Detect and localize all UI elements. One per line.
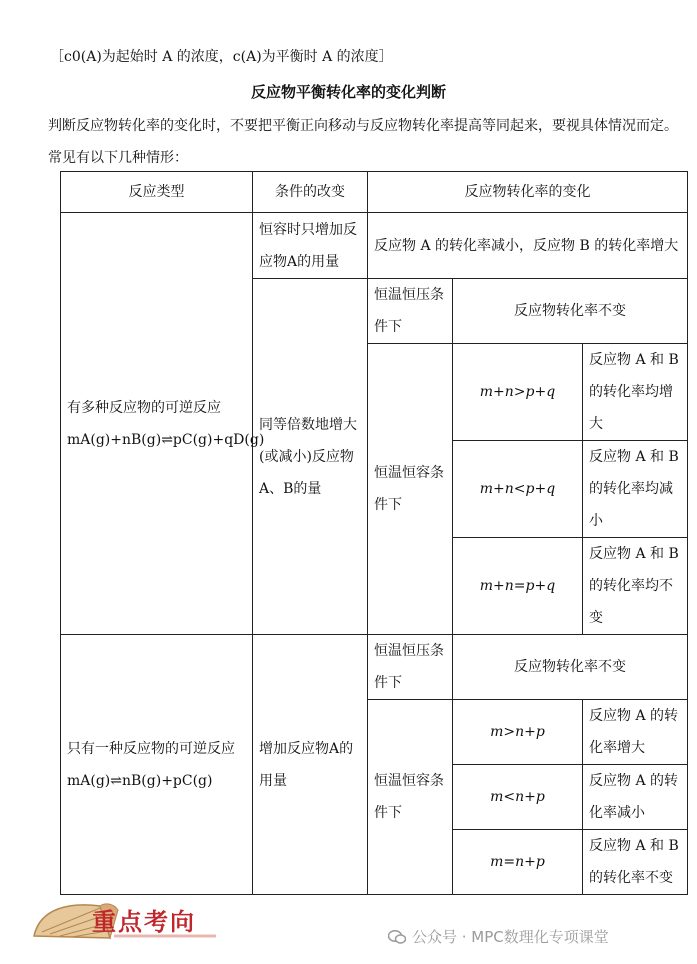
intro-paragraph-2: 常见有以下几种情形： <box>48 150 188 166</box>
wechat-icon <box>388 930 406 944</box>
condition-sum-equal: m+n=p+q <box>453 538 583 635</box>
result-m-greater: 反应物 A 的转化率增大 <box>583 700 688 765</box>
condition-add-a: 增加反应物A的用量 <box>253 635 368 895</box>
condition-only-a: 恒容时只增加反应物A的用量 <box>253 213 368 279</box>
reaction-type-label: 只有一种反应物的可逆反应 <box>67 740 235 757</box>
conversion-table <box>60 171 688 895</box>
wechat-watermark <box>388 926 609 947</box>
result-m-equal: 反应物 A 和 B 的转化率不变 <box>583 830 688 895</box>
result-sum-greater: 反应物 A 和 B 的转化率均增大 <box>583 344 688 441</box>
result-sum-less: 反应物 A 和 B 的转化率均减小 <box>583 441 688 538</box>
section-title: 反应物平衡转化率的变化判断 <box>250 83 446 101</box>
condition-m-equal: m=n+p <box>453 830 583 895</box>
reaction-type-multi <box>61 213 265 635</box>
const-pressure-label: 恒温恒压条件下 <box>368 635 453 700</box>
const-pressure-result: 反应物转化率不变 <box>453 279 688 344</box>
condition-sum-greater: m+n>p+q <box>453 344 583 441</box>
const-volume-label: 恒温恒容条件下 <box>368 700 453 895</box>
header-reaction-type: 反应类型 <box>61 172 253 213</box>
reaction-type-label: 有多种反应物的可逆反应 <box>67 399 221 416</box>
concentration-note: ［c0(A)为起始时 A 的浓度，c(A)为平衡时 A 的浓度］ <box>50 49 393 65</box>
condition-m-greater: m>n+p <box>453 700 583 765</box>
result-sum-equal: 反应物 A 和 B 的转化率均不变 <box>583 538 688 635</box>
header-condition: 条件的改变 <box>253 172 368 213</box>
table-row <box>61 635 688 700</box>
result-only-a: 反应物 A 的转化率减小，反应物 B 的转化率增大 <box>368 213 688 279</box>
table-row <box>61 213 688 279</box>
condition-sum-less: m+n<p+q <box>453 441 583 538</box>
result-m-less: 反应物 A 的转化率减小 <box>583 765 688 830</box>
reaction-type-single <box>61 635 253 895</box>
const-pressure-result: 反应物转化率不变 <box>453 635 688 700</box>
footer <box>0 890 697 964</box>
const-volume-label: 恒温恒容条件下 <box>368 344 453 635</box>
badge-label: 重点考向 <box>92 908 196 936</box>
table-header-row <box>61 172 688 213</box>
wechat-account: 公众号 · MPC数理化专项课堂 <box>412 928 609 946</box>
intro-paragraph: 判断反应物转化率的变化时，不要把平衡正向移动与反应物转化率提高等同起来，要视具体情况而定。 <box>48 118 678 134</box>
header-conversion-change: 反应物转化率的变化 <box>368 172 688 213</box>
reaction-equation: mA(g)⇌nB(g)+pC(g) <box>67 772 213 789</box>
reaction-equation: mA(g)+nB(g)⇌pC(g)+qD(g) <box>67 431 265 448</box>
const-pressure-label: 恒温恒压条件下 <box>368 279 453 344</box>
condition-equal-multiple: 同等倍数地增大(或减小)反应物A、B的量 <box>253 279 368 635</box>
condition-m-less: m<n+p <box>453 765 583 830</box>
